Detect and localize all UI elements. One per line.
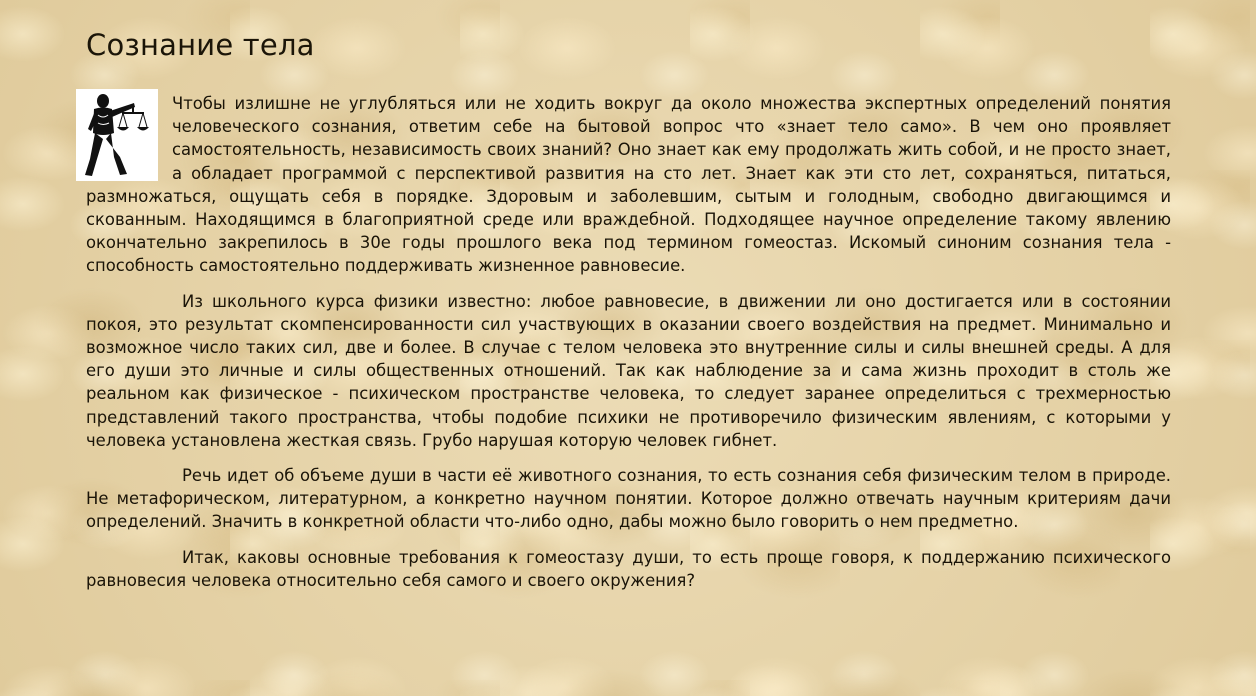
page-title: Сознание тела <box>86 28 315 62</box>
libra-zodiac-icon <box>76 89 158 181</box>
paragraph-1-text: Чтобы излишне не углубляться или не ходить вокруг да около множества экспертных определений понятия человеческого сознания, ответим себе на бытовой вопрос что «знает тело само». В чем оно проявляет самостоятельность, независимость своих знаний? Оно знает как ему продолжать жить собой, и не просто знает, а обладает программой с перспективой развития на сто лет. Знает как эти сто лет, сохраняться, питаться, размножаться, ощущать себя в порядке. Здоровым и заболевшим, сытым и голодным, свободно двигающимся и скованным. Находящимся в благоприятной среде или враждебной. Подходящее научное определение такому явлению окончательно закрепилось в 30е годы прошлого века под термином гомеостаз. Искомый синоним сознания тела - способность самостоятельно поддерживать жизненное равновесие. <box>86 94 1171 276</box>
paragraph-3: Речь идет об объеме души в части её животного сознания, то есть сознания себя физическим телом в природе. Не метафорическом, литературном, а конкретно научном понятии. Которое должно отвечать научным критериям дачи определений. Значить в конкретной области что-либо одно, дабы можно было говорить о нем предметно. <box>86 466 1171 532</box>
paragraph-1 <box>86 92 1171 278</box>
article-body <box>86 92 1171 604</box>
paragraph-4: Итак, каковы основные требования к гомеостазу души, то есть проще говоря, к поддержанию психического равновесия человека относительно себя самого и своего окружения? <box>86 547 1171 590</box>
paragraph-2: Из школьного курса физики известно: любое равновесие, в движении ли оно достигается или в состоянии покоя, это результат скомпенсированности сил участвующих в оказании своего воздействия на предмет. Минимально и возможное число таких сил, две и более. В случае с телом человека это внутренние силы и силы внешней среды. А для его души это личные и силы общественных отношений. Так как наблюдение за и сама жизнь проходит в столь же реальном как физическое - психическом пространстве человека, то следует заранее определиться с трехмерностью представлений такого пространства, чтобы подобие психики не противоречило физическим явлениям, с которыми у человека установлена жесткая связь. Грубо нарушая которую человек гибнет. <box>86 291 1171 450</box>
